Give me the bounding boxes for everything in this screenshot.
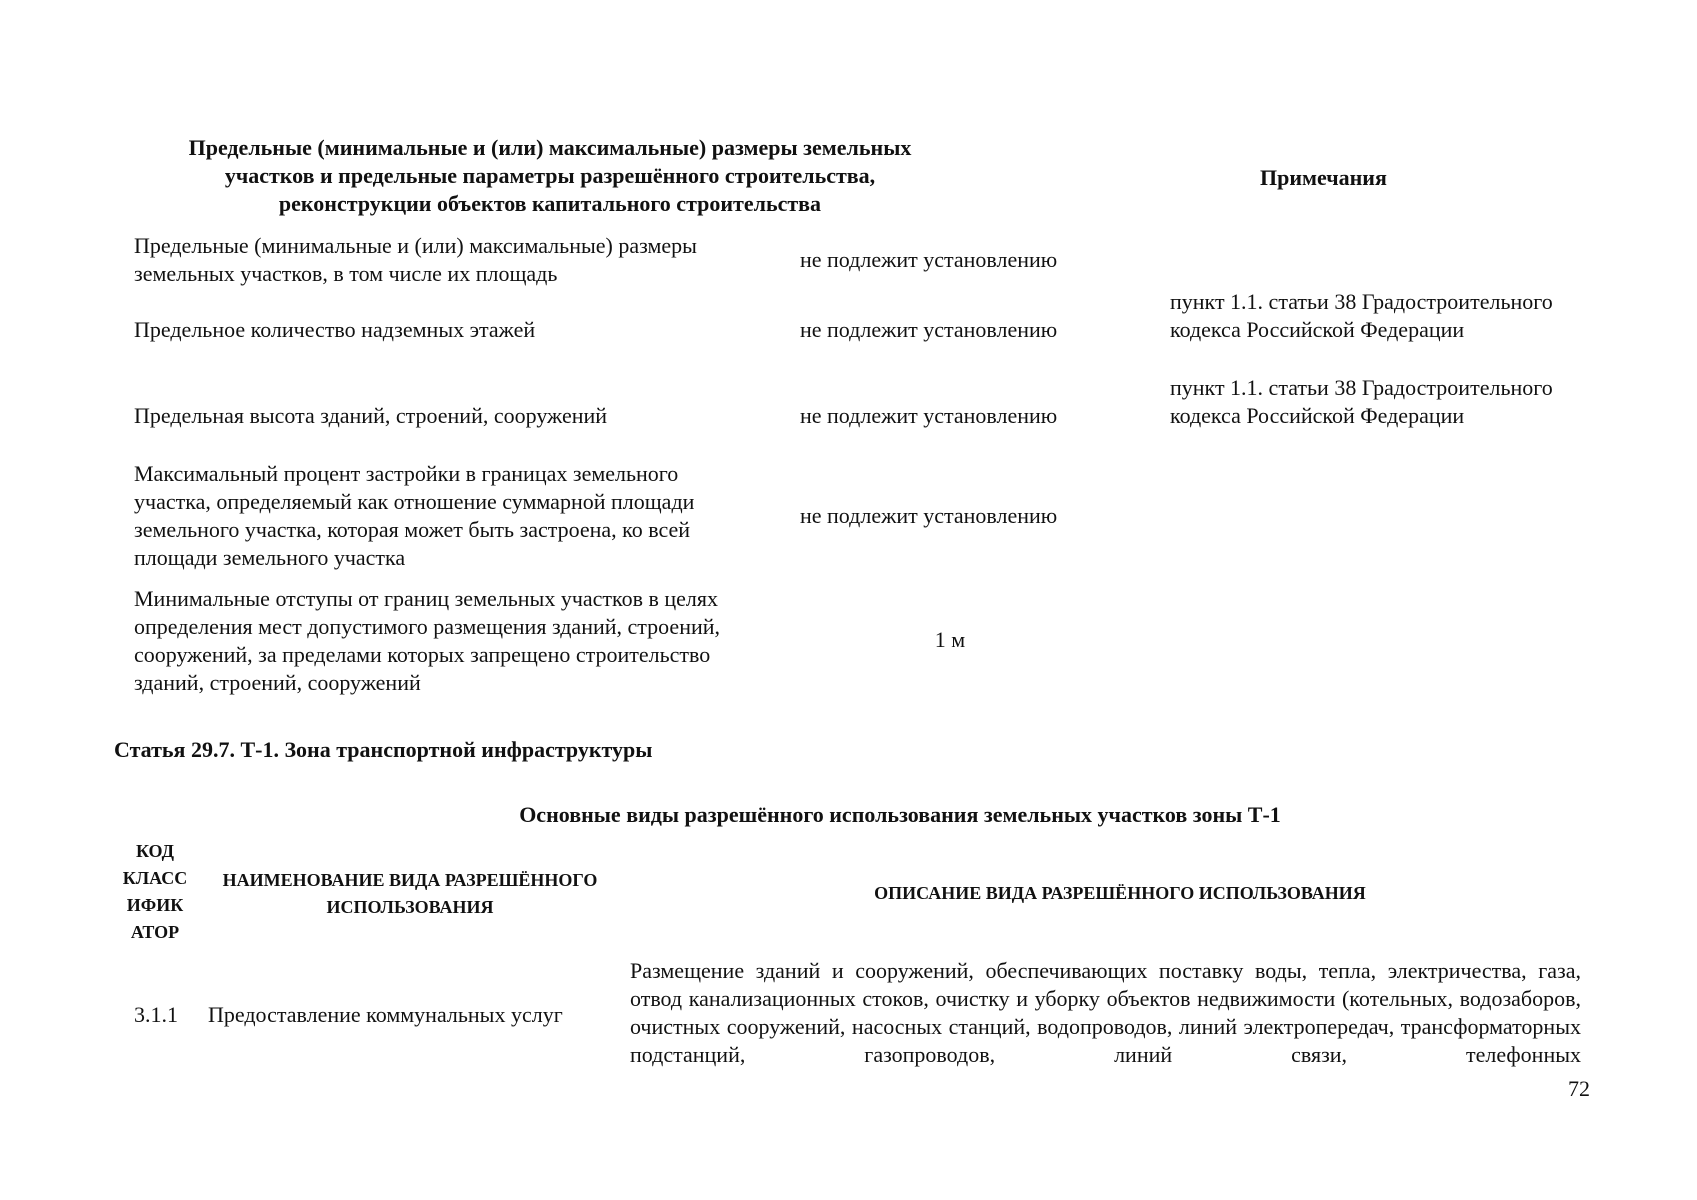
- param-row-label: Минимальные отступы от границ земельных участков в целях определения мест допустимого размещения зданий, строений, сооружений, за пределами которых запрещено строительство зданий, строений, сооружений: [134, 586, 721, 695]
- param-row-value: не подлежит установлению: [800, 403, 1058, 428]
- param-row-label: Предельная высота зданий, строений, сооружений: [134, 403, 608, 428]
- param-row-value: не подлежит установлению: [800, 317, 1058, 342]
- param-row-note: пункт 1.1. статьи 38 Градостроительного кодекса Российской Федерации: [1170, 375, 1553, 428]
- use-description: Размещение зданий и сооружений, обеспечивающих поставку воды, тепла, электричества, газа, отвод канализационных стоков, очистку и уборку объектов недвижимости (котельных, водозаборов, очистных сооружений, насосных станций, водопроводов, линий электропередач, трансформаторных подстанций, газопроводов, линий связи, телефонных: [630, 958, 1581, 1067]
- use-code: 3.1.1: [134, 1002, 178, 1027]
- description-column-header: ОПИСАНИЕ ВИДА РАЗРЕШЁННОГО ИСПОЛЬЗОВАНИЯ: [874, 883, 1366, 903]
- param-row-label: Максимальный процент застройки в границах земельного участка, определяемый как отношение суммарной площади земельного участка, которая может быть застроена, ко всей площади земельного участка: [134, 461, 695, 570]
- param-row-note: пункт 1.1. статьи 38 Градостроительного кодекса Российской Федерации: [1170, 289, 1553, 342]
- use-name: Предоставление коммунальных услуг: [208, 1002, 563, 1027]
- param-row-value: 1 м: [934, 627, 966, 652]
- code-column-header: КОД КЛАСС ИФИК АТОР: [122, 841, 188, 942]
- param-row-label: Предельное количество надземных этажей: [134, 317, 536, 342]
- page-number: 72: [1568, 1076, 1590, 1101]
- param-row-value: не подлежит установлению: [800, 247, 1058, 272]
- params-column-header: Предельные (минимальные и (или) максимальные) размеры земельных участков и предельные параметры разрешённого строительства, реконструкции объектов капитального строительства: [188, 135, 912, 216]
- section-title: Основные виды разрешённого использования земельных участков зоны Т-1: [519, 802, 1281, 827]
- notes-column-header: Примечания: [1260, 165, 1387, 190]
- article-title: Статья 29.7. Т-1. Зона транспортной инфраструктуры: [114, 737, 653, 762]
- param-row-label: Предельные (минимальные и (или) максимальные) размеры земельных участков, в том числе их площадь: [134, 233, 697, 286]
- param-row-value: не подлежит установлению: [800, 503, 1058, 528]
- name-column-header: НАИМЕНОВАНИЕ ВИДА РАЗРЕШЁННОГО ИСПОЛЬЗОВАНИЯ: [222, 870, 598, 917]
